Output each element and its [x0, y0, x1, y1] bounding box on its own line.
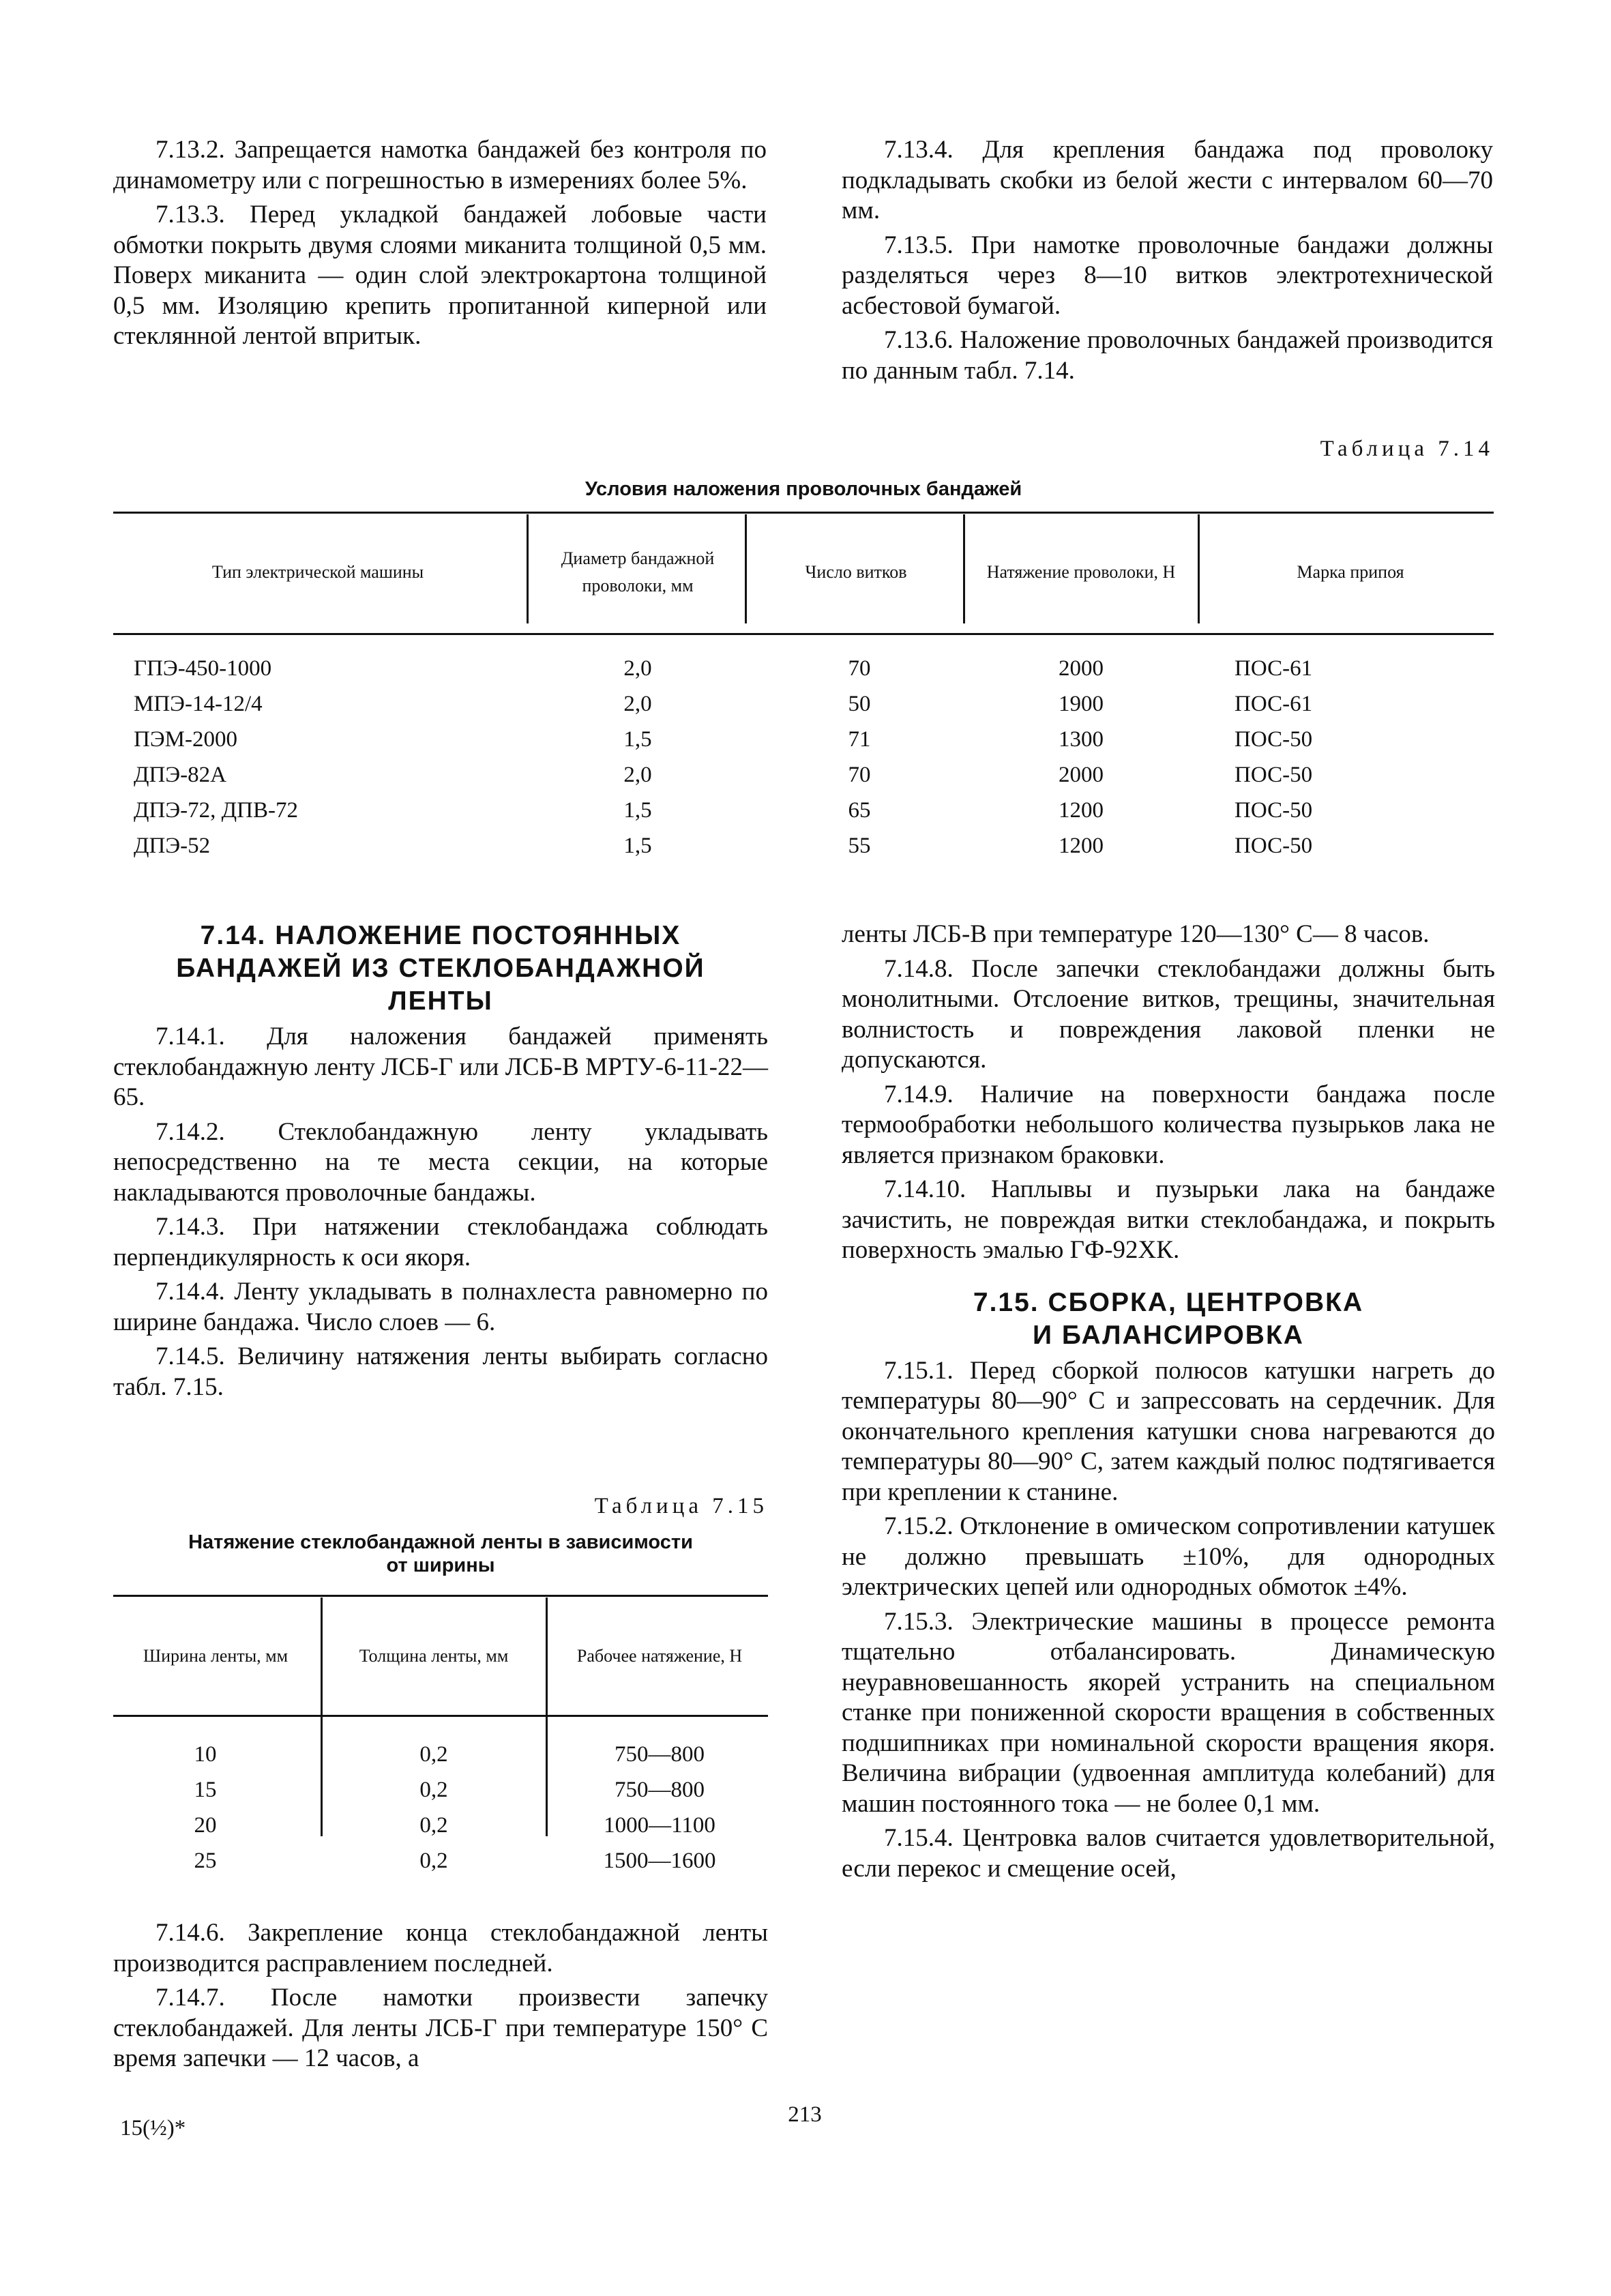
signature-mark: 15(½)*	[120, 2116, 186, 2140]
cell: 1500—1600	[603, 1849, 716, 1873]
bottom-right-column	[842, 919, 1495, 1888]
paragraph: 7.14.10. Наплывы и пузырьки лака на бандаже зачистить, не повреждая витки стеклобандажа, и покрыть поверхность эмалью ГФ-92ХК.	[842, 1175, 1495, 1264]
bottom-left-column	[113, 919, 768, 1407]
paragraph: 7.14.4. Ленту укладывать в полнахлеста равномерно по ширине бандажа. Число слоев — 6.	[113, 1278, 768, 1336]
cell: 70	[848, 656, 871, 681]
cell: 0,2	[419, 1742, 448, 1767]
paragraph: 7.15.2. Отклонение в омическом сопротивлении катушек не должно превышать ±10%, для однородных электрических цепей или однородных обмоток ±4%.	[842, 1512, 1495, 1601]
cell: 71	[848, 727, 871, 752]
cell: 2,0	[623, 763, 652, 787]
cell: 1200	[1059, 834, 1104, 858]
paragraph: 7.14.1. Для наложения бандажей применять стеклобандажную ленту ЛСБ-Г или ЛСБ-В МРТУ-6-11-22—65.	[113, 1022, 768, 1111]
cell: ПЭМ-2000	[134, 727, 237, 752]
column-divider	[321, 1598, 323, 1836]
paragraph-continuation: ленты ЛСБ-В при температуре 120—130° С— 8 часов.	[842, 920, 1430, 948]
cell: 750—800	[615, 1778, 705, 1802]
paragraph: 7.14.6. Закрепление конца стеклобандажной ленты производится расправлением последней.	[113, 1919, 768, 1977]
heading-line: 7.15. СБОРКА, ЦЕНТРОВКА	[973, 1287, 1364, 1317]
cell: 2,0	[623, 656, 652, 681]
cell: 2000	[1059, 656, 1104, 681]
table-title	[113, 1531, 768, 1577]
cell: 1,5	[623, 834, 652, 858]
cell: ПОС-50	[1235, 763, 1313, 787]
column-header: Натяжение проволоки, Н	[986, 561, 1176, 582]
column-header: Толщина ленты, мм	[359, 1646, 509, 1666]
cell: 1,5	[623, 798, 652, 823]
column-divider	[745, 514, 747, 623]
cell: ГПЭ-450-1000	[134, 656, 272, 681]
column-header: Число витков	[805, 561, 907, 582]
paragraph: 7.13.6. Наложение проволочных бандажей производится по данным табл. 7.14.	[842, 326, 1493, 385]
cell: ПОС-50	[1235, 834, 1313, 858]
paragraph: 7.15.1. Перед сборкой полюсов катушки нагреть до температуры 80—90° С и запрессовать на сердечник. Для окончательного крепления катушки снова нагреваются до температуры 80—90° С, затем каждый полюс подтягивается при креплении к станине.	[842, 1356, 1495, 1506]
cell: 2,0	[623, 692, 652, 716]
cell: ДПЭ-82А	[134, 763, 226, 787]
paragraph: 7.15.4. Центровка валов считается удовлетворительной, если перекос и смещение осей,	[842, 1824, 1495, 1883]
paragraph: 7.15.3. Электрические машины в процессе ремонта тщательно отбалансировать. Динамическую неуравновешанность якорей устранить на специальном станке при пониженной скорости вращения в собственных подшипниках при номинальной скорости вращения якоря. Величина вибрации (удвоенная амплитуда колебаний) для машин постоянного тока — не более 0,1 мм.	[842, 1607, 1495, 1818]
cell: 0,2	[419, 1778, 448, 1802]
cell: 20	[194, 1813, 217, 1838]
cell: ПОС-50	[1235, 798, 1313, 823]
table-title: Условия наложения проволочных бандажей	[585, 478, 1022, 500]
title-line: Натяжение стеклобандажной ленты в зависимости	[188, 1531, 693, 1553]
table-rule-header	[113, 633, 1494, 635]
column-divider	[546, 1598, 548, 1836]
cell: ДПЭ-52	[134, 834, 211, 858]
cell: 1,5	[623, 727, 652, 752]
cell: 15	[194, 1778, 217, 1802]
bottom-left-column-continued	[113, 1918, 768, 2078]
column-header: Марка припоя	[1297, 561, 1404, 582]
column-header: Тип электрической машины	[211, 561, 424, 582]
cell: 50	[848, 692, 871, 716]
table-number: Таблица 7.15	[594, 1494, 768, 1518]
cell: ПОС-61	[1235, 656, 1313, 681]
paragraph: 7.14.2. Стеклобандажную ленту укладывать непосредственно на те места секции, на которые накладываются проволочные бандажы.	[113, 1117, 768, 1207]
column-divider	[1198, 514, 1200, 623]
cell: 65	[848, 798, 871, 823]
title-line: от ширины	[386, 1555, 495, 1576]
paragraph: 7.14.7. После намотки произвести запечку стеклобандажей. Для ленты ЛСБ-Г при температуре 150° С время запечки — 12 часов, а	[113, 1984, 768, 2072]
cell: 2000	[1059, 763, 1104, 787]
heading-line: И БАЛАНСИРОВКА	[1033, 1320, 1304, 1350]
cell: 1000—1100	[604, 1813, 715, 1838]
cell: МПЭ-14-12/4	[134, 692, 263, 716]
heading-line: 7.14. НАЛОЖЕНИЕ ПОСТОЯННЫХ	[200, 921, 681, 950]
paragraph: 7.13.2. Запрещается намотка бандажей без контроля по динамометру или с погрешностью в измерениях более 5%.	[113, 136, 767, 194]
table-rule-top	[113, 512, 1494, 514]
cell: 25	[194, 1849, 217, 1873]
cell: ДПЭ-72, ДПВ-72	[134, 798, 298, 823]
paragraph: 7.14.5. Величину натяжения ленты выбирать согласно табл. 7.15.	[113, 1342, 768, 1401]
paragraph: 7.14.9. Наличие на поверхности бандажа после термообработки небольшого количества пузырьков лака не является признаком браковки.	[842, 1080, 1495, 1169]
table-rule-top	[113, 1595, 768, 1597]
cell: 70	[848, 763, 871, 787]
column-divider	[963, 514, 965, 623]
section-heading	[113, 919, 768, 1018]
paragraph: 7.13.3. Перед укладкой бандажей лобовые части обмотки покрыть двумя слоями миканита толщиной 0,5 мм. Поверх миканита — один слой электрокартона толщиной 0,5 мм. Изоляцию крепить пропитанной киперной или стеклянной лентой впритык.	[113, 201, 767, 350]
column-divider	[527, 514, 529, 623]
cell: ПОС-50	[1235, 727, 1313, 752]
table-rule-header	[113, 1715, 768, 1717]
cell: 10	[194, 1742, 217, 1767]
heading-line: БАНДАЖЕЙ ИЗ СТЕКЛОБАНДАЖНОЙ	[176, 954, 705, 983]
page-number: 213	[788, 2102, 822, 2127]
cell: 55	[848, 834, 871, 858]
top-left-column	[113, 135, 767, 356]
cell: ПОС-61	[1235, 692, 1313, 716]
cell: 0,2	[419, 1849, 448, 1873]
cell: 0,2	[419, 1813, 448, 1838]
cell: 750—800	[615, 1742, 705, 1767]
top-right-column	[842, 135, 1493, 390]
column-header: Диаметр бандажной проволоки, мм	[561, 548, 715, 595]
table-number: Таблица 7.14	[1320, 437, 1494, 461]
cell: 1200	[1059, 798, 1104, 823]
heading-line: ЛЕНТЫ	[388, 986, 493, 1016]
paragraph: 7.13.4. Для крепления бандажа под проволоку подкладывать скобки из белой жести с интервалом 60—70 мм.	[842, 136, 1493, 224]
paragraph: 7.13.5. При намотке проволочные бандажи должны разделяться через 8—10 витков электротехнической асбестовой бумагой.	[842, 231, 1493, 320]
cell: 1300	[1059, 727, 1104, 752]
cell: 1900	[1059, 692, 1104, 716]
column-header: Ширина ленты, мм	[143, 1646, 289, 1666]
paragraph: 7.14.3. При натяжении стеклобандажа соблюдать перпендикулярность к оси якоря.	[113, 1213, 768, 1271]
paragraph: 7.14.8. После запечки стеклобандажи должны быть монолитными. Отслоение витков, трещины, значительная волнистость и повреждения лаковой пленки не допускаются.	[842, 954, 1495, 1074]
section-heading	[842, 1286, 1495, 1352]
column-header: Рабочее натяжение, Н	[576, 1646, 743, 1666]
